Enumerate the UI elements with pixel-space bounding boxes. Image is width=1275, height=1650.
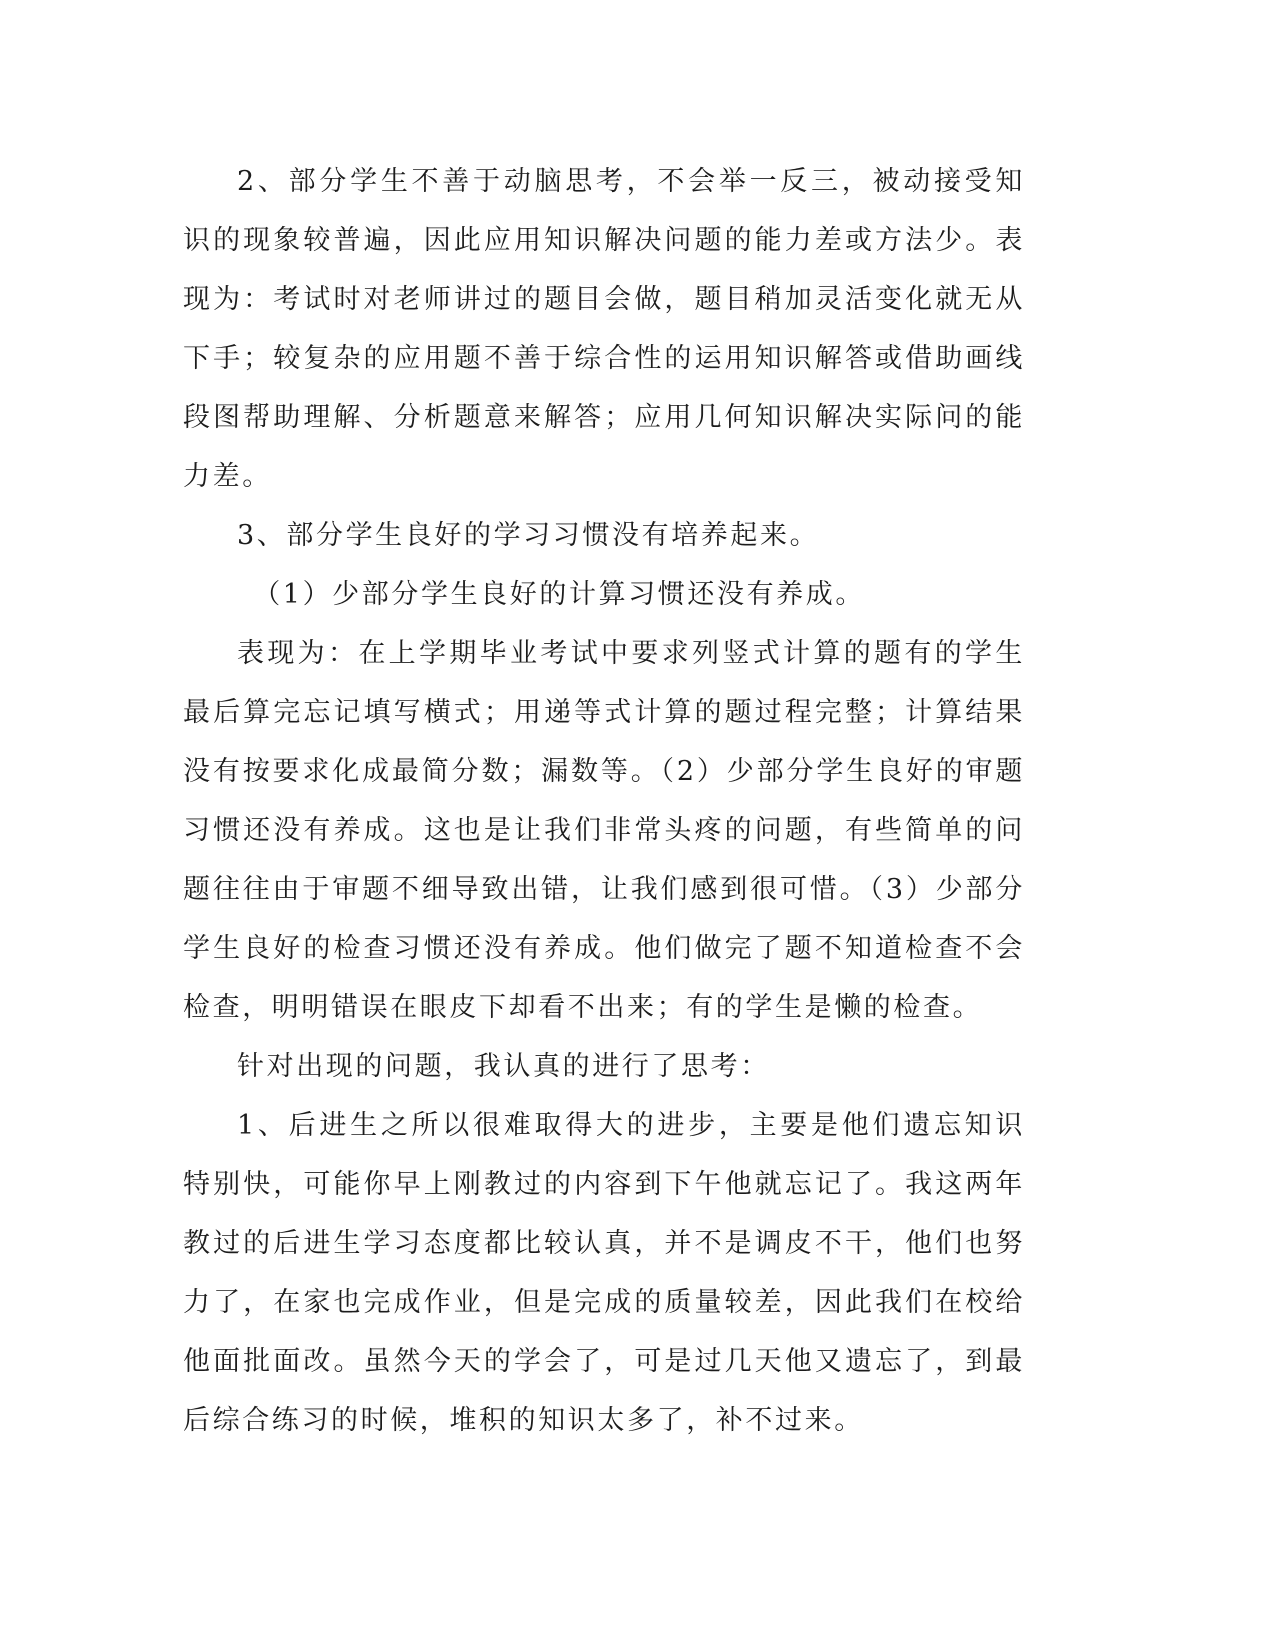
paragraph-reflection-intro: 针对出现的问题，我认真的进行了思考： (237, 1051, 770, 1082)
paragraph-problem-3: 3、部分学生良好的学习习惯没有培养起来。 (237, 520, 820, 551)
document-body (183, 152, 1025, 1450)
paragraph-reflection-1: 1、后进生之所以很难取得大的进步，主要是他们遗忘知识特别快，可能你早上刚教过的内容到下午他就忘记了。我这两年教过的后进生学习态度都比较认真，并不是调皮不干，他们也努力了，在家也完成作业，但是完成的质量较差，因此我们在校给他面批面改。虽然今天的学会了，可是过几天他又遗忘了，到最后综合练习的时候，堆积的知识太多了，补不过来。 (183, 1110, 1025, 1436)
paragraph-problem-2: 2、部分学生不善于动脑思考，不会举一反三，被动接受知识的现象较普遍，因此应用知识解决问题的能力差或方法少。表现为：考试时对老师讲过的题目会做，题目稍加灵活变化就无从下手；较复杂的应用题不善于综合性的运用知识解答或借助画线段图帮助理解、分析题意来解答；应用几何知识解决实际问的能力差。 (183, 166, 1025, 492)
paragraph-manifestation: 表现为：在上学期毕业考试中要求列竖式计算的题有的学生最后算完忘记填写横式；用递等式计算的题过程完整；计算结果没有按要求化成最简分数；漏数等。（2）少部分学生良好的审题习惯还没有养成。这也是让我们非常头疼的问题，有些简单的问题往往由于审题不细导致出错，让我们感到很可惜。（3）少部分学生良好的检查习惯还没有养成。他们做完了题不知道检查不会检查，明明错误在眼皮下却看不出来；有的学生是懒的检查。 (183, 638, 1025, 1023)
paragraph-calculation-habit: （1）少部分学生良好的计算习惯还没有养成。 (253, 579, 865, 610)
